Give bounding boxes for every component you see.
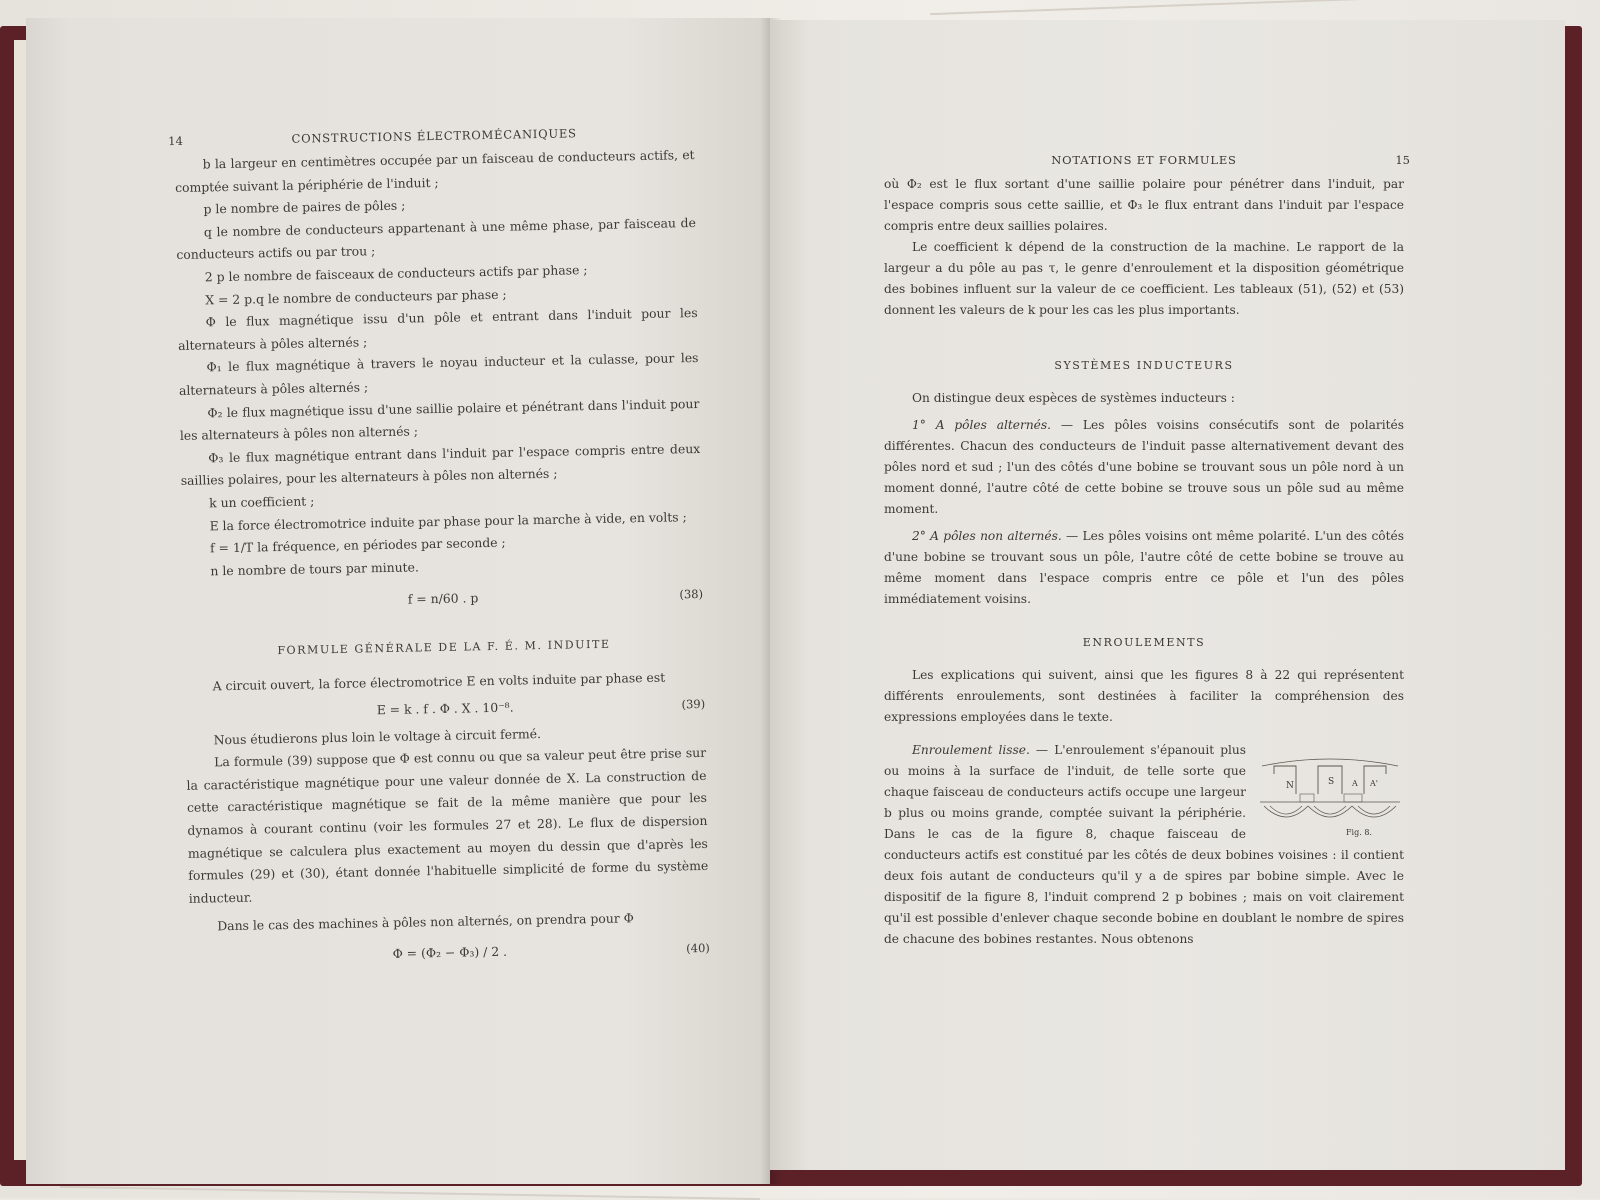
equation-39-text: E = k . f . Φ . X . 10⁻⁸. <box>376 699 514 718</box>
definition-2p: 2 p le nombre de faisceaux de conducteurs actifs par phase ; <box>204 262 588 285</box>
section-title-fem: FORMULE GÉNÉRALE DE LA F. É. M. INDUITE <box>277 637 611 657</box>
item-alternated-poles-text: — Les pôles voisins consécutifs sont de polarités différentes. Chacun des conducteurs de l'induit passe alternativement devant des pôles nord et sud ; l'un des côtés d'une bobine se trouvant sous un pôle nord à un moment donné, l'autre côté de cette bobine se trouve sous un pôle sud au même moment. <box>884 418 1404 516</box>
figure-8-caption: Fig. 8. <box>1346 828 1372 837</box>
item-non-alternated-poles <box>884 526 1404 610</box>
equation-40-text: Φ = (Φ₂ − Φ₃) / 2 . <box>392 943 508 961</box>
definition-p: p le nombre de paires de pôles ; <box>203 197 406 217</box>
definition-k: k un coefficient ; <box>209 493 315 511</box>
paragraph-explanations: Les explications qui suivent, ainsi que les figures 8 à 22 qui représentent différents enroulements, sont destinées à faciliter la compréhension des expressions employées dans le texte. <box>884 668 1404 724</box>
figure-label-a-prime: A' <box>1370 779 1378 788</box>
right-page-text <box>884 150 1410 950</box>
equation-38-number: (38) <box>679 587 704 602</box>
left-running-head: CONSTRUCTIONS ÉLECTROMÉCANIQUES <box>291 126 577 146</box>
equation-39-number: (39) <box>681 696 706 712</box>
equation-38-text: f = n/60 . p <box>407 590 479 607</box>
definition-phi3: Φ₃ le flux magnétique entrant dans l'induit par l'espace compris entre deux saillies polaires, pour les alternateurs à pôles non alternés ; <box>180 440 701 489</box>
item-non-alternated-poles-label: 2° A pôles non alternés. <box>912 529 1062 543</box>
definition-n: n le nombre de tours par minute. <box>210 559 419 579</box>
definition-e: E la force électromotrice induite par phase pour la marche à vide, en volts ; <box>209 508 687 533</box>
paragraph-smooth-winding <box>884 740 1404 950</box>
right-running-head: NOTATIONS ET FORMULES <box>1051 153 1237 167</box>
figure-label-n: N <box>1286 781 1294 791</box>
right-header <box>884 150 1410 174</box>
definition-phi: Φ le flux magnétique issu d'un pôle et entrant dans l'induit pour les alternateurs à pôles alternés ; <box>177 305 698 353</box>
definition-f: f = 1/T la fréquence, en périodes par seconde ; <box>209 534 506 556</box>
right-page <box>770 20 1565 1170</box>
definition-x: X = 2 p.q le nombre de conducteurs par phase ; <box>205 286 507 307</box>
definition-phi1: Φ₁ le flux magnétique à travers le noyau inducteur et la culasse, pour les alternateurs à pôles alternés ; <box>178 350 699 398</box>
smooth-winding-label: Enroulement lisse. <box>912 743 1030 757</box>
table-seam <box>930 0 1450 15</box>
equation-40 <box>190 937 710 970</box>
section-title-windings: ENROULEMENTS <box>1082 636 1206 649</box>
left-page-number: 14 <box>168 133 183 149</box>
item-alternated-poles <box>884 415 1404 520</box>
equation-40-number: (40) <box>686 940 710 956</box>
paragraph-formula-39: La formule (39) suppose que Φ est connu ou que sa valeur peut être prise sur la caractéristique magnétique pour une valeur donnée de X. La construction de cette caractéristique magnétique se fait de la même manière que pour les dynamos à courant continu (voir les formules 27 et 28). Le flux de dispersion magnétique se calculera plus exactement au moyen du dessin que d'après les formules (29) et (30), étant donnée l'habituelle simplicité de forme du système inducteur. <box>186 745 709 906</box>
item-non-alternated-poles-text: — Les pôles voisins ont même polarité. L'un des côtés d'une bobine se trouvant sous un pôle, l'autre côté de cette bobine se trouve au même moment dans l'espace compris entre ce pôle et l'un des pôles immédiatement voisins. <box>884 529 1404 606</box>
paragraph-coefficient: Le coefficient k dépend de la construction de la machine. Le rapport de la largeur a du pôle au pas τ, le genre d'enroulement et la disposition géométrique des bobines influent sur la valeur de ce coefficient. Les tableaux (51), (52) et (53) donnent les valeurs de k pour les cas les plus importants. <box>884 240 1404 317</box>
definition-b: b la largeur en centimètres occupée par un faisceau de conducteurs actifs, et comptée suivant la périphérie de l'induit ; <box>174 147 695 195</box>
paragraph-flux-definition: où Φ₂ est le flux sortant d'une saillie polaire pour pénétrer dans l'induit, par l'espace compris sous cette saillie, et Φ₃ le flux entrant dans l'induit par l'espace compris entre deux saillies polaires. <box>884 177 1404 233</box>
paragraph-distinguish: On distingue deux espèces de systèmes inducteurs : <box>912 391 1235 405</box>
paragraph-closed-circuit: Nous étudierons plus loin le voltage à circuit fermé. <box>213 725 542 748</box>
left-page <box>26 18 770 1184</box>
item-alternated-poles-label: 1° A pôles alternés. <box>912 418 1052 432</box>
smooth-winding-text: — L'enroulement s'épanouit plus ou moins à la surface de l'induit, de telle sorte que chaque faisceau de conducteurs actifs occupe une largeur b plus ou moins grande, comptée suivant la périphérie. Dans le cas de la figure 8, chaque faisceau de conducteurs actifs est constitué par les côtés de deux bobines voisines : il contient deux fois autant de conducteurs qu'il y a de spires par bobine simple. Avec le dispositif de la figure 8, l'induit comprend 2 p bobines ; mais on voit clairement qu'il est possible d'enlever chaque seconde bobine en doublant le nombre de spires de chacune des bobines restantes. Nous obtenons <box>884 743 1404 946</box>
equation-38 <box>183 583 703 616</box>
right-page-number: 15 <box>1395 153 1410 167</box>
definition-phi2: Φ₂ le flux magnétique issu d'une saillie polaire et pénétrant dans l'induit pour les alternateurs à pôles non alternés ; <box>179 395 700 444</box>
figure-label-a: A <box>1352 779 1358 788</box>
paragraph-non-alternated: Dans le cas des machines à pôles non alternés, on prendra pour Φ <box>217 910 634 934</box>
left-page-text <box>168 120 710 973</box>
figure-label-s: S <box>1328 777 1335 787</box>
section-title-inductor-systems: SYSTÈMES INDUCTEURS <box>1054 359 1234 372</box>
definition-q: q le nombre de conducteurs appartenant à une même phase, par faisceau de conducteurs actifs ou par trou ; <box>176 214 697 263</box>
paragraph-open-circuit: A circuit ouvert, la force électromotrice E en volts induite par phase est <box>212 670 666 694</box>
figure-8 <box>1256 744 1404 836</box>
